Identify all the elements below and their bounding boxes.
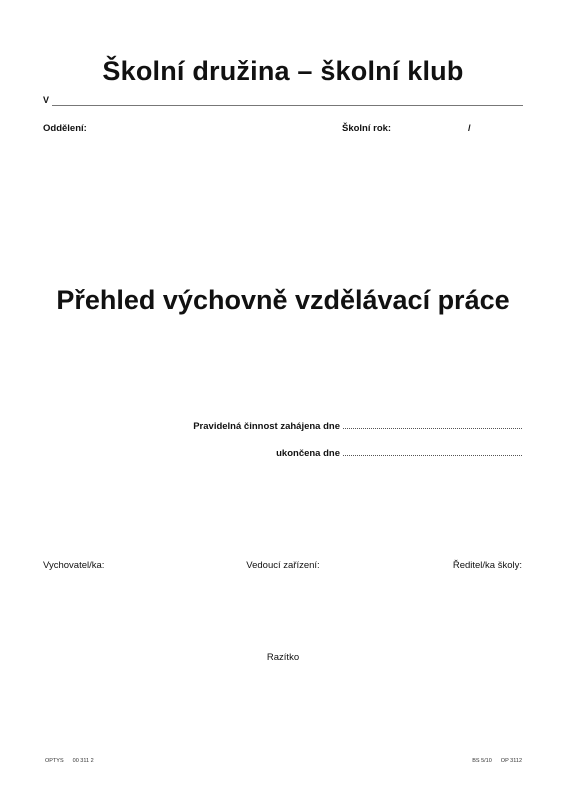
footer-right (472, 758, 522, 764)
main-heading: Přehled výchovně vzdělávací práce (56, 285, 510, 315)
footer-code-1: BS 5/10 (472, 758, 492, 764)
school-year-separator: / (468, 123, 471, 134)
educator-signature-label: Vychovatel/ka: (43, 560, 105, 571)
location-line (52, 105, 523, 106)
footer-code-2: OP 3112 (500, 758, 522, 764)
footer-left (45, 758, 94, 764)
end-date-line (343, 455, 522, 456)
school-year-label: Školní rok: (342, 123, 392, 134)
facility-head-signature-label: Vedoucí zařízení: (246, 560, 320, 571)
end-date-label: ukončena dne (276, 448, 340, 459)
footer-publisher: OPTYS (45, 758, 64, 764)
form-title: Školní družina – školní klub (102, 56, 464, 86)
start-date-label: Pravidelná činnost zahájena dne (193, 421, 340, 432)
stamp-label: Razítko (266, 652, 300, 663)
location-label: V (43, 95, 50, 105)
footer-catalog-number: 00 311 2 (72, 758, 94, 764)
principal-signature-label: Ředitel/ka školy: (452, 560, 522, 571)
start-date-line (343, 428, 522, 429)
department-label: Oddělení: (43, 123, 87, 134)
